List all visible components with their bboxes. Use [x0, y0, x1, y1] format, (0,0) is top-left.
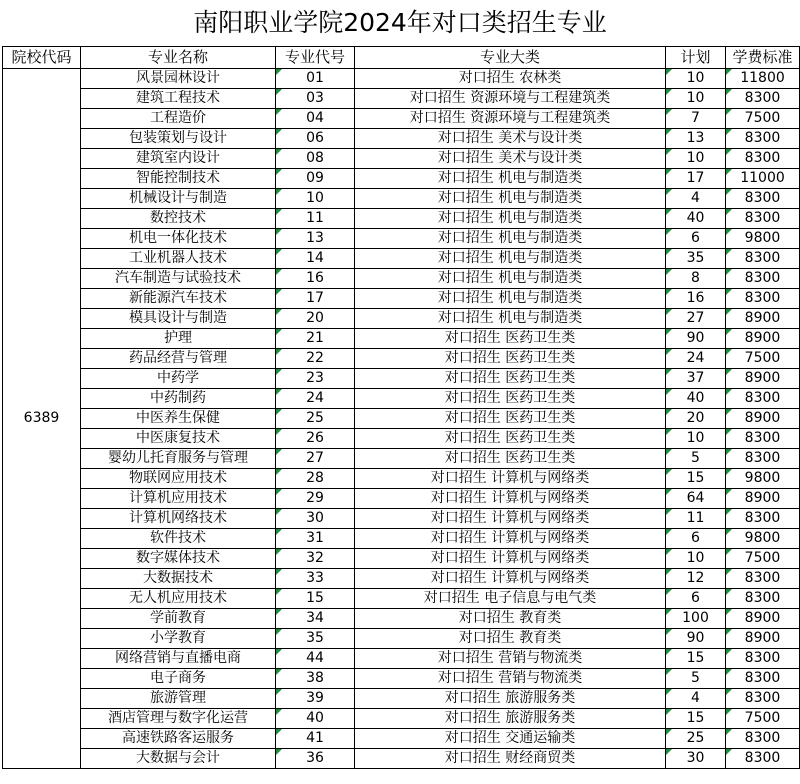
category-cell: 对口招生 旅游服务类 [355, 709, 666, 729]
table-row [3, 469, 800, 489]
major-name-cell: 婴幼儿托育服务与管理 [81, 449, 276, 469]
category-cell: 对口招生 资源环境与工程建筑类 [355, 89, 666, 109]
major-code-cell: 23 [276, 369, 355, 389]
fee-cell: 8900 [726, 329, 800, 349]
table-row [3, 529, 800, 549]
fee-cell: 8300 [726, 449, 800, 469]
major-code-cell: 16 [276, 269, 355, 289]
plan-cell: 37 [666, 369, 726, 389]
category-cell: 对口招生 计算机与网络类 [355, 509, 666, 529]
major-code-cell: 21 [276, 329, 355, 349]
plan-cell: 10 [666, 549, 726, 569]
category-cell: 对口招生 资源环境与工程建筑类 [355, 109, 666, 129]
major-name-cell: 汽车制造与试验技术 [81, 269, 276, 289]
school-code-cell: 6389 [3, 69, 81, 769]
plan-cell: 6 [666, 229, 726, 249]
major-name-cell: 新能源汽车技术 [81, 289, 276, 309]
fee-cell: 8900 [726, 369, 800, 389]
fee-cell: 8300 [726, 569, 800, 589]
table-row [3, 589, 800, 609]
table-row [3, 689, 800, 709]
fee-cell: 8900 [726, 609, 800, 629]
major-name-cell: 工程造价 [81, 109, 276, 129]
category-cell: 对口招生 医药卫生类 [355, 429, 666, 449]
table-row [3, 129, 800, 149]
fee-cell: 8300 [726, 249, 800, 269]
plan-cell: 6 [666, 529, 726, 549]
header-plan: 计划 [666, 47, 726, 69]
plan-cell: 10 [666, 149, 726, 169]
table-row [3, 109, 800, 129]
header-school-code: 院校代码 [3, 47, 81, 69]
plan-cell: 15 [666, 709, 726, 729]
category-cell: 对口招生 计算机与网络类 [355, 489, 666, 509]
fee-cell: 7500 [726, 109, 800, 129]
table-row [3, 429, 800, 449]
plan-cell: 35 [666, 249, 726, 269]
table-row [3, 309, 800, 329]
plan-cell: 16 [666, 289, 726, 309]
major-code-cell: 06 [276, 129, 355, 149]
fee-cell: 11800 [726, 69, 800, 89]
plan-cell: 90 [666, 629, 726, 649]
plan-cell: 8 [666, 269, 726, 289]
fee-cell: 8300 [726, 749, 800, 769]
major-name-cell: 模具设计与制造 [81, 309, 276, 329]
category-cell: 对口招生 美术与设计类 [355, 149, 666, 169]
fee-cell: 9800 [726, 529, 800, 549]
major-code-cell: 26 [276, 429, 355, 449]
major-name-cell: 中医养生保健 [81, 409, 276, 429]
table-row [3, 609, 800, 629]
plan-cell: 15 [666, 649, 726, 669]
fee-cell: 9800 [726, 229, 800, 249]
major-code-cell: 13 [276, 229, 355, 249]
fee-cell: 8300 [726, 509, 800, 529]
category-cell: 对口招生 机电与制造类 [355, 309, 666, 329]
page-title: 南阳职业学院2024年对口类招生专业 [193, 8, 607, 37]
major-name-cell: 旅游管理 [81, 689, 276, 709]
major-name-cell: 高速铁路客运服务 [81, 729, 276, 749]
plan-cell: 20 [666, 409, 726, 429]
fee-cell: 8300 [726, 689, 800, 709]
table-row [3, 269, 800, 289]
category-cell: 对口招生 教育类 [355, 609, 666, 629]
plan-cell: 17 [666, 169, 726, 189]
table-row [3, 189, 800, 209]
major-name-cell: 机械设计与制造 [81, 189, 276, 209]
major-code-cell: 01 [276, 69, 355, 89]
table-row [3, 89, 800, 109]
major-code-cell: 28 [276, 469, 355, 489]
table-row [3, 449, 800, 469]
table-row [3, 209, 800, 229]
plan-cell: 15 [666, 469, 726, 489]
fee-cell: 8300 [726, 129, 800, 149]
plan-cell: 100 [666, 609, 726, 629]
major-name-cell: 风景园林设计 [81, 69, 276, 89]
category-cell: 对口招生 机电与制造类 [355, 289, 666, 309]
major-name-cell: 建筑工程技术 [81, 89, 276, 109]
major-name-cell: 数控技术 [81, 209, 276, 229]
category-cell: 对口招生 医药卫生类 [355, 369, 666, 389]
category-cell: 对口招生 机电与制造类 [355, 209, 666, 229]
header-fee: 学费标准 [726, 47, 800, 69]
major-name-cell: 药品经营与管理 [81, 349, 276, 369]
plan-cell: 40 [666, 389, 726, 409]
major-code-cell: 08 [276, 149, 355, 169]
plan-cell: 24 [666, 349, 726, 369]
major-code-cell: 20 [276, 309, 355, 329]
fee-cell: 8300 [726, 149, 800, 169]
major-name-cell: 大数据与会计 [81, 749, 276, 769]
fee-cell: 8300 [726, 269, 800, 289]
category-cell: 对口招生 农林类 [355, 69, 666, 89]
category-cell: 对口招生 计算机与网络类 [355, 529, 666, 549]
category-cell: 对口招生 机电与制造类 [355, 169, 666, 189]
category-cell: 对口招生 医药卫生类 [355, 389, 666, 409]
major-code-cell: 04 [276, 109, 355, 129]
major-name-cell: 护理 [81, 329, 276, 349]
category-cell: 对口招生 营销与物流类 [355, 649, 666, 669]
table-row [3, 729, 800, 749]
major-code-cell: 35 [276, 629, 355, 649]
major-name-cell: 中药制药 [81, 389, 276, 409]
major-name-cell: 大数据技术 [81, 569, 276, 589]
fee-cell: 8300 [726, 429, 800, 449]
table-row [3, 569, 800, 589]
major-code-cell: 14 [276, 249, 355, 269]
major-name-cell: 工业机器人技术 [81, 249, 276, 269]
category-cell: 对口招生 机电与制造类 [355, 249, 666, 269]
fee-cell: 8300 [726, 189, 800, 209]
table-row [3, 289, 800, 309]
major-name-cell: 酒店管理与数字化运营 [81, 709, 276, 729]
category-cell: 对口招生 计算机与网络类 [355, 549, 666, 569]
major-code-cell: 11 [276, 209, 355, 229]
major-code-cell: 09 [276, 169, 355, 189]
major-name-cell: 小学教育 [81, 629, 276, 649]
plan-cell: 12 [666, 569, 726, 589]
category-cell: 对口招生 美术与设计类 [355, 129, 666, 149]
major-code-cell: 31 [276, 529, 355, 549]
category-cell: 对口招生 营销与物流类 [355, 669, 666, 689]
major-name-cell: 中医康复技术 [81, 429, 276, 449]
major-name-cell: 数字媒体技术 [81, 549, 276, 569]
category-cell: 对口招生 财经商贸类 [355, 749, 666, 769]
header-major-code: 专业代号 [276, 47, 355, 69]
table-row [3, 349, 800, 369]
plan-cell: 4 [666, 689, 726, 709]
table-row [3, 709, 800, 729]
major-code-cell: 27 [276, 449, 355, 469]
fee-cell: 7500 [726, 549, 800, 569]
major-code-cell: 44 [276, 649, 355, 669]
major-table [2, 46, 800, 769]
major-code-cell: 39 [276, 689, 355, 709]
major-code-cell: 10 [276, 189, 355, 209]
category-cell: 对口招生 计算机与网络类 [355, 569, 666, 589]
table-row [3, 149, 800, 169]
table-body [3, 69, 800, 769]
category-cell: 对口招生 交通运输类 [355, 729, 666, 749]
plan-cell: 40 [666, 209, 726, 229]
fee-cell: 8900 [726, 489, 800, 509]
major-name-cell: 物联网应用技术 [81, 469, 276, 489]
major-code-cell: 38 [276, 669, 355, 689]
fee-cell: 7500 [726, 349, 800, 369]
header-category: 专业大类 [355, 47, 666, 69]
fee-cell: 8300 [726, 389, 800, 409]
major-name-cell: 包装策划与设计 [81, 129, 276, 149]
fee-cell: 8900 [726, 629, 800, 649]
plan-cell: 6 [666, 589, 726, 609]
table-row [3, 369, 800, 389]
category-cell: 对口招生 医药卫生类 [355, 449, 666, 469]
plan-cell: 90 [666, 329, 726, 349]
plan-cell: 10 [666, 89, 726, 109]
plan-cell: 27 [666, 309, 726, 329]
fee-cell: 8300 [726, 669, 800, 689]
fee-cell: 8300 [726, 729, 800, 749]
table-row [3, 749, 800, 769]
major-code-cell: 25 [276, 409, 355, 429]
category-cell: 对口招生 医药卫生类 [355, 329, 666, 349]
table-header-row [3, 47, 800, 69]
category-cell: 对口招生 医药卫生类 [355, 349, 666, 369]
fee-cell: 7500 [726, 709, 800, 729]
plan-cell: 64 [666, 489, 726, 509]
fee-cell: 11000 [726, 169, 800, 189]
major-code-cell: 34 [276, 609, 355, 629]
table-row [3, 69, 800, 89]
major-name-cell: 机电一体化技术 [81, 229, 276, 249]
major-name-cell: 软件技术 [81, 529, 276, 549]
major-code-cell: 41 [276, 729, 355, 749]
table-row [3, 329, 800, 349]
major-code-cell: 24 [276, 389, 355, 409]
fee-cell: 8900 [726, 409, 800, 429]
fee-cell: 8300 [726, 289, 800, 309]
major-name-cell: 计算机网络技术 [81, 509, 276, 529]
plan-cell: 25 [666, 729, 726, 749]
category-cell: 对口招生 教育类 [355, 629, 666, 649]
major-name-cell: 网络营销与直播电商 [81, 649, 276, 669]
major-name-cell: 中药学 [81, 369, 276, 389]
table-row [3, 549, 800, 569]
table-row [3, 249, 800, 269]
table-row [3, 629, 800, 649]
table-row [3, 669, 800, 689]
fee-cell: 8300 [726, 649, 800, 669]
header-major-name: 专业名称 [81, 47, 276, 69]
major-code-cell: 29 [276, 489, 355, 509]
major-name-cell: 智能控制技术 [81, 169, 276, 189]
plan-cell: 11 [666, 509, 726, 529]
table-row [3, 389, 800, 409]
fee-cell: 9800 [726, 469, 800, 489]
table-row [3, 489, 800, 509]
plan-cell: 7 [666, 109, 726, 129]
plan-cell: 5 [666, 449, 726, 469]
major-name-cell: 建筑室内设计 [81, 149, 276, 169]
major-name-cell: 学前教育 [81, 609, 276, 629]
table-row [3, 649, 800, 669]
plan-cell: 4 [666, 189, 726, 209]
major-name-cell: 电子商务 [81, 669, 276, 689]
major-code-cell: 17 [276, 289, 355, 309]
plan-cell: 13 [666, 129, 726, 149]
table-row [3, 409, 800, 429]
category-cell: 对口招生 医药卫生类 [355, 409, 666, 429]
fee-cell: 8900 [726, 309, 800, 329]
major-code-cell: 03 [276, 89, 355, 109]
major-code-cell: 22 [276, 349, 355, 369]
category-cell: 对口招生 机电与制造类 [355, 229, 666, 249]
table-row [3, 169, 800, 189]
major-code-cell: 40 [276, 709, 355, 729]
category-cell: 对口招生 计算机与网络类 [355, 469, 666, 489]
major-name-cell: 无人机应用技术 [81, 589, 276, 609]
category-cell: 对口招生 机电与制造类 [355, 269, 666, 289]
major-code-cell: 32 [276, 549, 355, 569]
fee-cell: 8300 [726, 589, 800, 609]
fee-cell: 8300 [726, 89, 800, 109]
plan-cell: 30 [666, 749, 726, 769]
major-code-cell: 33 [276, 569, 355, 589]
category-cell: 对口招生 机电与制造类 [355, 189, 666, 209]
table-row [3, 509, 800, 529]
plan-cell: 10 [666, 429, 726, 449]
table-row [3, 229, 800, 249]
major-code-cell: 15 [276, 589, 355, 609]
category-cell: 对口招生 电子信息与电气类 [355, 589, 666, 609]
plan-cell: 10 [666, 69, 726, 89]
plan-cell: 5 [666, 669, 726, 689]
fee-cell: 8300 [726, 209, 800, 229]
major-name-cell: 计算机应用技术 [81, 489, 276, 509]
category-cell: 对口招生 旅游服务类 [355, 689, 666, 709]
major-code-cell: 36 [276, 749, 355, 769]
major-code-cell: 30 [276, 509, 355, 529]
